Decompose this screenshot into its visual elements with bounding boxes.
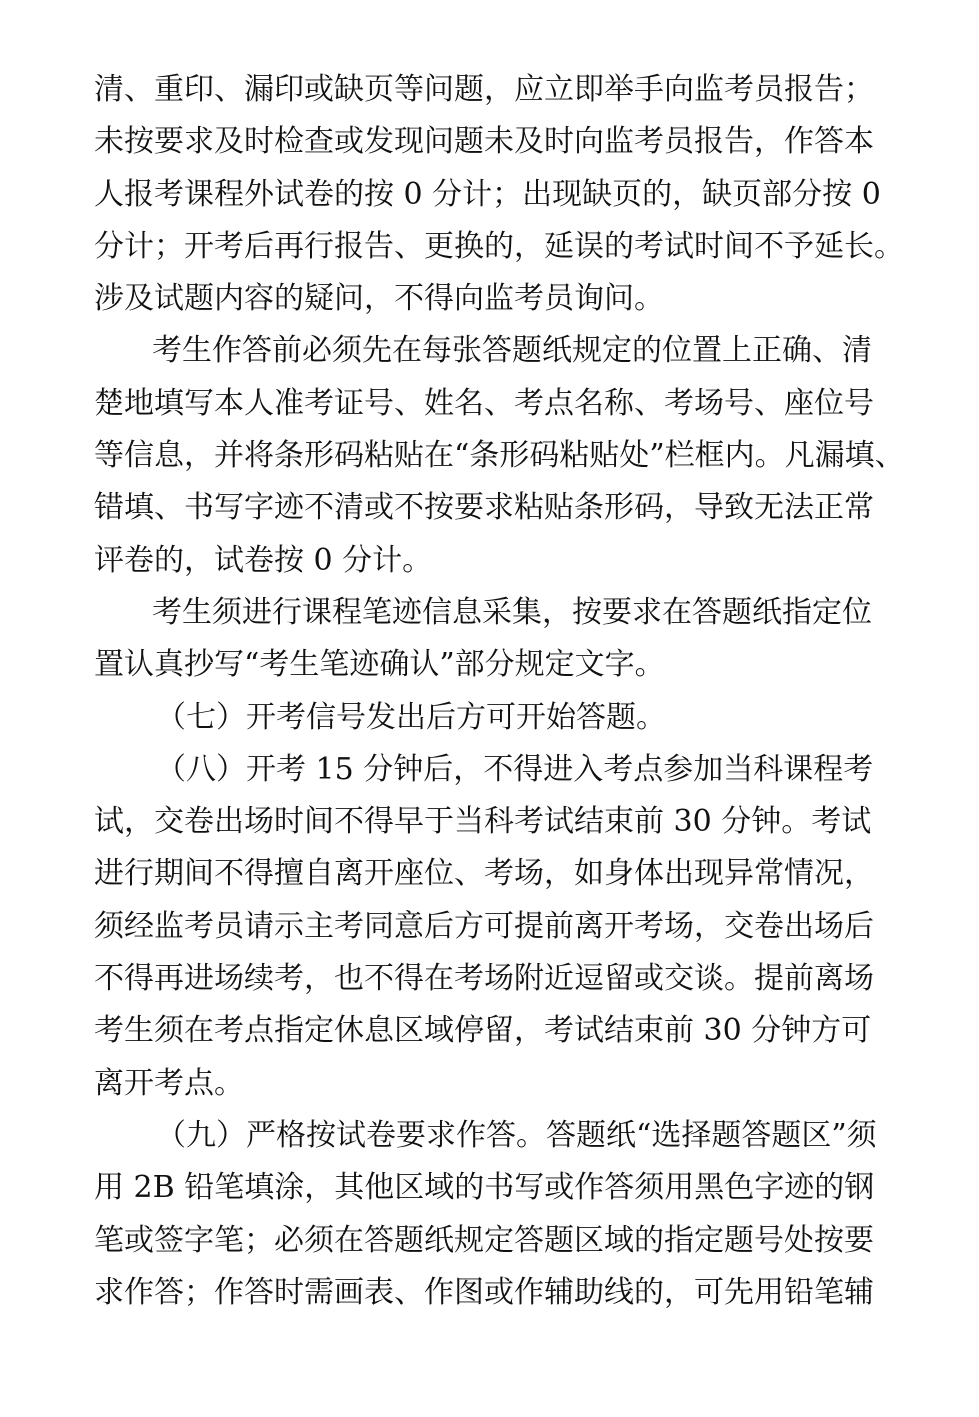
text-line: 须经监考员请示主考同意后方可提前离开考场，交卷出场后 — [94, 908, 874, 944]
text-line: 清、重印、漏印或缺页等问题，应立即举手向监考员报告； — [94, 72, 874, 107]
document-page — [94, 64, 905, 1319]
paragraph-first-line: 考生须进行课程笔迹信息采集，按要求在答题纸指定位 — [152, 594, 872, 630]
text-line: 涉及试题内容的疑问，不得向监考员询问。 — [94, 281, 664, 317]
text-line: 未按要求及时检查或发现问题未及时向监考员报告，作答本 — [94, 124, 874, 160]
text-line: 进行期间不得擅自离开座位、考场，如身体出现异常情况， — [94, 856, 874, 892]
section-nine-first-line: （九）严格按试卷要求作答。答题纸“选择题答题区”须 — [156, 1117, 877, 1153]
text-line: 试，交卷出场时间不得早于当科考试结束前 30 分钟。考试 — [94, 804, 872, 840]
text-line: 人报考课程外试卷的按 0 分计；出现缺页的，缺页部分按 0 — [94, 176, 881, 212]
text-line: 评卷的，试卷按 0 分计。 — [94, 542, 433, 578]
text-line: 不得再进场续考，也不得在考场附近逗留或交谈。提前离场 — [94, 961, 874, 997]
text-line: 分计；开考后再行报告、更换的，延误的考试时间不予延长。 — [94, 228, 904, 264]
section-eight-first-line: （八）开考 15 分钟后，不得进入考点参加当科课程考 — [156, 751, 874, 787]
text-line: 离开考点。 — [94, 1065, 244, 1101]
text-line: 考生须在考点指定休息区域停留，考试结束前 30 分钟方可 — [94, 1013, 872, 1049]
text-line: 楚地填写本人准考证号、姓名、考点名称、考场号、座位号 — [94, 385, 874, 421]
text-line: 求作答；作答时需画表、作图或作辅助线的，可先用铅笔辅 — [94, 1274, 874, 1310]
paragraph-first-line: 考生作答前必须先在每张答题纸规定的位置上正确、清 — [152, 333, 872, 369]
text-line: 笔或签字笔；必须在答题纸规定答题区域的指定题号处按要 — [94, 1222, 874, 1258]
text-line: 错填、书写字迹不清或不按要求粘贴条形码，导致无法正常 — [94, 490, 874, 526]
text-line: 置认真抄写“考生笔迹确认”部分规定文字。 — [94, 647, 665, 683]
text-line: 用 2B 铅笔填涂，其他区域的书写或作答须用黑色字迹的钢 — [94, 1170, 875, 1206]
section-seven-line: （七）开考信号发出后方可开始答题。 — [156, 699, 666, 735]
text-line: 等信息，并将条形码粘贴在“条形码粘贴处”栏框内。凡漏填、 — [94, 438, 905, 474]
